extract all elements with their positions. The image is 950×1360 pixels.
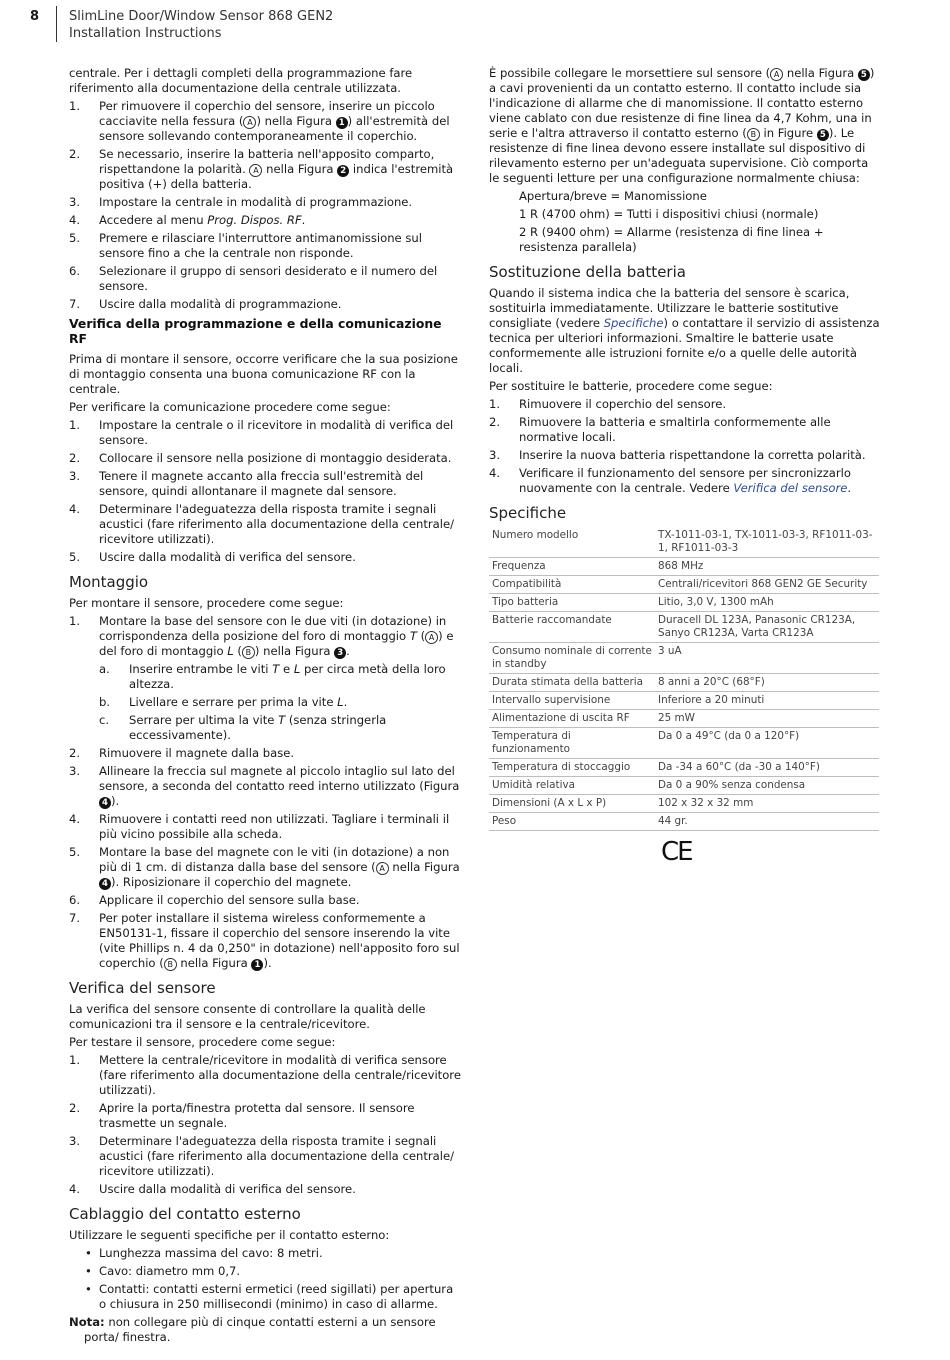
- document-title-line2: Installation Instructions: [69, 26, 222, 41]
- list-item: 4. Rimuovere i contatti reed non utilizzati. Tagliare i terminali il più vicino possibile alla scheda.: [69, 812, 450, 841]
- list-item: 1. Montare la base del sensore con le due viti (in dotazione) in corrispondenza della posizione del foro di montaggio T ( A ) e del foro di montaggio L ( B ) nella Figura 3 . a. Inserire entrambe le viti T e L per circa metà della loro altezza. b. Livellare e serrare per prima la vite L. c. Serrare per ultima la vite T (senza stringerla eccessivamente).: [69, 614, 461, 743]
- callout-b-icon: B: [242, 646, 255, 659]
- table-row: Dimensioni (A x L x P) 102 x 32 x 32 mm: [489, 795, 879, 813]
- paragraph: Per sostituire le batterie, procedere come segue:: [489, 379, 773, 393]
- page-header: [0, 0, 950, 48]
- ce-mark-icon: CE: [661, 837, 692, 867]
- paragraph: La verifica del sensore consente di controllare la qualità delle comunicazioni tra il sensore e la centrale/ricevitore.: [69, 1002, 426, 1031]
- list-item: 1. Rimuovere il coperchio del sensore.: [489, 397, 727, 411]
- page-number: 8: [30, 9, 40, 24]
- list-item: 4. Accedere al menu Prog. Dispos. RF.: [69, 213, 306, 227]
- table-row: Intervallo supervisione Inferiore a 20 minuti: [489, 692, 879, 710]
- figure-5-icon: 5: [858, 69, 870, 81]
- callout-b-icon: B: [747, 128, 760, 141]
- figure-3-icon: 3: [334, 647, 346, 659]
- list-item: 6. Applicare il coperchio del sensore sulla base.: [69, 893, 360, 907]
- bullet-icon: •: [85, 1282, 92, 1296]
- verify-sensor-link[interactable]: Verifica del sensore: [733, 481, 848, 495]
- list-item: a. Inserire entrambe le viti T e L per circa metà della loro altezza.: [99, 662, 446, 691]
- mounting-substeps: [99, 662, 461, 743]
- specifications-link[interactable]: Specifiche: [603, 316, 664, 330]
- figure-4-icon: 4: [99, 878, 111, 890]
- paragraph: Prima di montare il sensore, occorre verificare che la sua posizione di montaggio consenta una buona comunicazione RF con la centrale.: [69, 352, 458, 396]
- list-item: 1. Impostare la centrale o il ricevitore in modalità di verifica del sensore.: [69, 418, 454, 447]
- wiring-bullets: [69, 1246, 461, 1312]
- battery-replacement-heading: Sostituzione della batteria: [489, 263, 686, 281]
- list-item: 5. Montare la base del magnete con le viti (in dotazione) a non più di 1 cm. di distanza dalla base del sensore ( A nella Figura 4 ). Riposizionare il coperchio del magnete.: [69, 845, 460, 889]
- list-item: 3. Inserire la nuova batteria rispettandone la corretta polarità.: [489, 448, 866, 462]
- list-item: • Contatti: contatti esterni ermetici (reed sigillati) per apertura o chiusura in 250 millisecondi (minimo) in caso di allarme.: [85, 1282, 454, 1311]
- document-title-line1: SlimLine Door/Window Sensor 868 GEN2: [69, 9, 334, 24]
- note-text: non collegare più di cinque contatti esterni a un sensore porta/ finestra.: [84, 1315, 436, 1344]
- table-row: Temperatura di funzionamento Da 0 a 49°C (da 0 a 120°F): [489, 728, 879, 759]
- bullet-icon: •: [85, 1264, 92, 1278]
- figure-5-icon: 5: [817, 129, 829, 141]
- list-item: b. Livellare e serrare per prima la vite L.: [99, 695, 348, 709]
- specifications-heading: Specifiche: [489, 504, 567, 522]
- list-item: 5. Premere e rilasciare l'interruttore antimanomissione sul sensore fino a che la centrale non risponde.: [69, 231, 422, 260]
- external-contact-paragraph: È possibile collegare le morsettiere sul sensore ( A nella Figura 5 ) a cavi provenienti da un contatto esterno. Il contatto include sia l'indicazione di allarme che di manomissione. Il contatto esterno viene cablato con due resistenze di fine linea da 4,7 Kohm, una in serie e l'altra attraverso il contatto esterno ( B in Figure 5 ). Le resistenze di fine linea devono essere installate sul dispositivo di rilevamento esterno per un'adeguata supervisione. Ciò comporta le seguenti letture per una configurazione normalmente chiusa:: [489, 66, 875, 185]
- list-item: 5. Uscire dalla modalità di verifica del sensore.: [69, 550, 356, 564]
- figure-1-icon: 1: [251, 959, 263, 971]
- list-item: 3. Determinare l'adeguatezza della risposta tramite i segnali acustici (fare riferimento alla documentazione della centrale/ ricevitore utilizzati).: [69, 1134, 455, 1178]
- callout-a-icon: A: [425, 631, 438, 644]
- list-item: 4. Determinare l'adeguatezza della risposta tramite i segnali acustici (fare riferimento alla documentazione della centrale/ ricevitore utilizzati).: [69, 502, 455, 546]
- verify-sensor-heading: Verifica del sensore: [69, 979, 216, 997]
- table-row: Temperatura di stoccaggio Da -34 a 60°C (da -30 a 140°F): [489, 759, 879, 777]
- list-item: 4. Verificare il funzionamento del sensore per sincronizzarlo nuovamente con la centrale. Vedere Verifica del sensore.: [489, 466, 852, 495]
- verify-programming-heading: Verifica della programmazione e della comunicazione RF: [69, 316, 442, 346]
- list-item: • Lunghezza massima del cavo: 8 metri.: [85, 1246, 323, 1260]
- mounting-heading: Montaggio: [69, 573, 149, 591]
- paragraph: Per verificare la comunicazione procedere come segue:: [69, 400, 391, 414]
- paragraph: Per montare il sensore, procedere come segue:: [69, 596, 344, 610]
- table-row: Batterie raccomandate Duracell DL 123A, Panasonic CR123A, Sanyo CR123A, Varta CR123A: [489, 612, 879, 643]
- paragraph: Utilizzare le seguenti specifiche per il contatto esterno:: [69, 1228, 390, 1242]
- right-column: [489, 66, 881, 867]
- intro-paragraph: centrale. Per i dettagli completi della programmazione fare riferimento alla documentazione della centrale utilizzata.: [69, 66, 413, 95]
- list-item: 2. Collocare il sensore nella posizione di montaggio desiderata.: [69, 451, 452, 465]
- bullet-icon: •: [85, 1246, 92, 1260]
- list-item: 3. Impostare la centrale in modalità di programmazione.: [69, 195, 413, 209]
- list-item: 7. Uscire dalla modalità di programmazione.: [69, 297, 342, 311]
- note: [69, 1315, 461, 1345]
- callout-a-icon: A: [243, 116, 256, 129]
- left-column: [69, 66, 461, 1348]
- programming-steps: [69, 99, 461, 312]
- callout-a-icon: A: [770, 68, 783, 81]
- list-item: 2. Rimuovere il magnete dalla base.: [69, 746, 295, 760]
- table-row: Compatibilità Centrali/ricevitori 868 GEN2 GE Security: [489, 576, 879, 594]
- figure-1-icon: 1: [336, 117, 348, 129]
- callout-b-icon: B: [164, 958, 177, 971]
- table-row: Numero modello TX-1011-03-1, TX-1011-03-3, RF1011-03-1, RF1011-03-3: [489, 527, 879, 558]
- mounting-steps: [69, 614, 461, 971]
- list-item: 3. Allineare la freccia sul magnete al piccolo intaglio sul lato del sensore, a seconda del contatto reed interno utilizzato (Figura 4 ).: [69, 764, 460, 808]
- figure-4-icon: 4: [99, 797, 111, 809]
- header-divider: [56, 6, 57, 42]
- table-row: Alimentazione di uscita RF 25 mW: [489, 710, 879, 728]
- table-row: Frequenza 868 MHz: [489, 558, 879, 576]
- table-row: Durata stimata della batteria 8 anni a 20°C (68°F): [489, 674, 879, 692]
- verify-programming-steps: [69, 418, 461, 565]
- document-title: [69, 8, 333, 42]
- table-row: Peso 44 gr.: [489, 813, 879, 831]
- verify-sensor-steps: [69, 1053, 461, 1197]
- table-row: Consumo nominale di corrente in standby 3 uA: [489, 643, 879, 674]
- list-item: • Cavo: diametro mm 0,7.: [85, 1264, 241, 1278]
- paragraph: Quando il sistema indica che la batteria del sensore è scarica, sostituirla immediatamente. Utilizzare le batterie sostitutive consigliate (vedere Specifiche) o contattare il servizio di assistenza tecnica per ulteriori informazioni. Smaltire le batterie usate conformemente alle istruzioni fornite e/o a quelle delle autorità locali.: [489, 286, 880, 375]
- specifications-table: [489, 527, 879, 831]
- reading-line: Apertura/breve = Manomissione: [519, 189, 707, 203]
- reading-line: 1 R (4700 ohm) = Tutti i dispositivi chiusi (normale): [519, 207, 819, 221]
- paragraph: Per testare il sensore, procedere come segue:: [69, 1035, 336, 1049]
- list-item: 2. Aprire la porta/finestra protetta dal sensore. Il sensore trasmette un segnale.: [69, 1101, 415, 1130]
- table-row: Umidità relativa Da 0 a 90% senza condensa: [489, 777, 879, 795]
- list-item: 1. Mettere la centrale/ricevitore in modalità di verifica sensore (fare riferimento alla documentazione della centrale/ricevitore utilizzati).: [69, 1053, 461, 1097]
- list-item: 7. Per poter installare il sistema wireless conformemente a EN50131-1, fissare il coperchio del sensore inserendo la vite (vite Phillips n. 4 da 0,250" in dotazione) nell'apposito foro sul coperchio ( B nella Figura 1 ).: [69, 911, 460, 970]
- callout-a-icon: A: [249, 164, 262, 177]
- external-wiring-heading: Cablaggio del contatto esterno: [69, 1205, 301, 1223]
- list-item: 3. Tenere il magnete accanto alla freccia sull'estremità del sensore, quindi allontanare il magnete dal sensore.: [69, 469, 424, 498]
- list-item: c. Serrare per ultima la vite T (senza stringerla eccessivamente).: [99, 713, 387, 742]
- list-item: 2. Se necessario, inserire la batteria nell'apposito comparto, rispettandone la polarità. A nella Figura 2 indica l'estremità positiva (+) della batteria.: [69, 147, 454, 191]
- battery-steps: [489, 397, 881, 496]
- callout-a-icon: A: [376, 862, 389, 875]
- list-item: 4. Uscire dalla modalità di verifica del sensore.: [69, 1182, 356, 1196]
- reading-line: 2 R (9400 ohm) = Allarme (resistenza di fine linea + resistenza parallela): [519, 225, 824, 254]
- note-label: Nota:: [69, 1315, 105, 1329]
- table-row: Tipo batteria Litio, 3,0 V, 1300 mAh: [489, 594, 879, 612]
- list-item: 2. Rimuovere la batteria e smaltirla conformemente alle normative locali.: [489, 415, 831, 444]
- list-item: 6. Selezionare il gruppo di sensori desiderato e il numero del sensore.: [69, 264, 438, 293]
- figure-2-icon: 2: [337, 165, 349, 177]
- list-item: 1. Per rimuovere il coperchio del sensore, inserire un piccolo cacciavite nella fessura ( A ) nella Figura 1 ) all'estremità del sensore sollevando contemporaneamente il coperchio.: [69, 99, 450, 143]
